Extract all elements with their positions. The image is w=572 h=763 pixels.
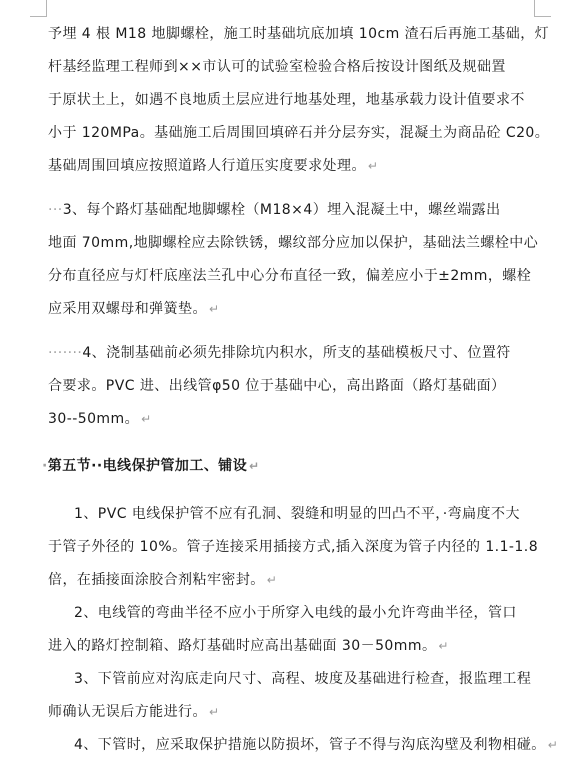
- text-line: 1、PVC 电线保护管不应有孔洞、裂缝和明显的凹凸不平，·弯扁度不大: [74, 506, 520, 522]
- text-line: 于管子外径的 10%。管子连接采用插接方式,插入深度为管子内径的 1.1-1.8: [48, 539, 539, 555]
- text-line: 30--50mm。 ↵: [48, 411, 152, 427]
- paragraph-mark-icon: ↵: [249, 459, 260, 473]
- text-line: 分布直径应与灯杆底座法兰孔中心分布直径一致，偏差应小于±2mm，螺栓: [48, 268, 532, 284]
- heading-bullet: ·: [42, 458, 48, 474]
- page-corner-mark-left: [30, 0, 47, 17]
- text-line: 4、下管时，应采取保护措施以防损坏，管子不得与沟底沟壁及利物相碰。 ↵: [74, 737, 559, 753]
- paragraph-mark-icon: ↵: [438, 639, 449, 653]
- text-line: 2、电线管的弯曲半径不应小于所穿入电线的最小允许弯曲半径，管口: [74, 605, 517, 621]
- text-line: 进入的路灯控制箱、路灯基础时应高出基础面 30－50mm。 ↵: [48, 638, 449, 654]
- paragraph-mark-icon: ↵: [266, 573, 278, 587]
- text-line: 倍，在插接面涂胶合剂粘牢密封。 ↵: [48, 572, 278, 588]
- text-line: ·······4、浇制基础前必须先排除坑内积水，所支的基础模板尺寸、位置符: [48, 345, 511, 361]
- text-line: 师确认无误后方能进行。 ↵: [48, 704, 220, 720]
- text-line: 予埋 4 根 M18 地脚螺栓，施工时基础坑底加填 10cm 渣石后再施工基础，灯: [48, 26, 550, 42]
- indent-dots: ·······: [48, 345, 83, 361]
- text-line: ···3、每个路灯基础配地脚螺栓（M18×4）埋入混凝土中，螺丝端露出: [48, 202, 501, 218]
- paragraph-mark-icon: ↵: [141, 412, 152, 426]
- text-line: 基础周围回填应按照道路人行道压实度要求处理。 ↵: [48, 158, 379, 174]
- text-line: 杆基经监理工程师到××市认可的试验室检验合格后按设计图纸及规础置: [48, 59, 506, 75]
- text-line: 地面 70mm,地脚螺栓应去除铁锈，螺纹部分应加以保护，基础法兰螺栓中心: [48, 235, 539, 251]
- text-line: 合要求。PVC 进、出线管φ50 位于基础中心，高出路面（路灯基础面）: [48, 378, 506, 394]
- paragraph-mark-icon: ↵: [547, 738, 559, 752]
- text-line: 于原状土上，如遇不良地质土层应进行地基处理，地基承载力设计值要求不: [48, 92, 525, 108]
- text-line: 小于 120MPa。基础施工后周围回填碎石并分层夯实，混凝土为商品砼 C20。: [48, 125, 550, 141]
- indent-dots: ···: [48, 202, 63, 218]
- page-corner-mark-right: [534, 0, 551, 17]
- paragraph-mark-icon: ↵: [208, 705, 220, 719]
- text-line: 应采用双螺母和弹簧垫。 ↵: [48, 301, 220, 317]
- text-line: 3、下管前应对沟底走向尺寸、高程、坡度及基础进行检查，报监理工程: [74, 671, 532, 687]
- section-heading: ·第五节··电线保护管加工、铺设 ↵: [42, 458, 260, 474]
- paragraph-mark-icon: ↵: [367, 159, 379, 173]
- paragraph-mark-icon: ↵: [208, 302, 220, 316]
